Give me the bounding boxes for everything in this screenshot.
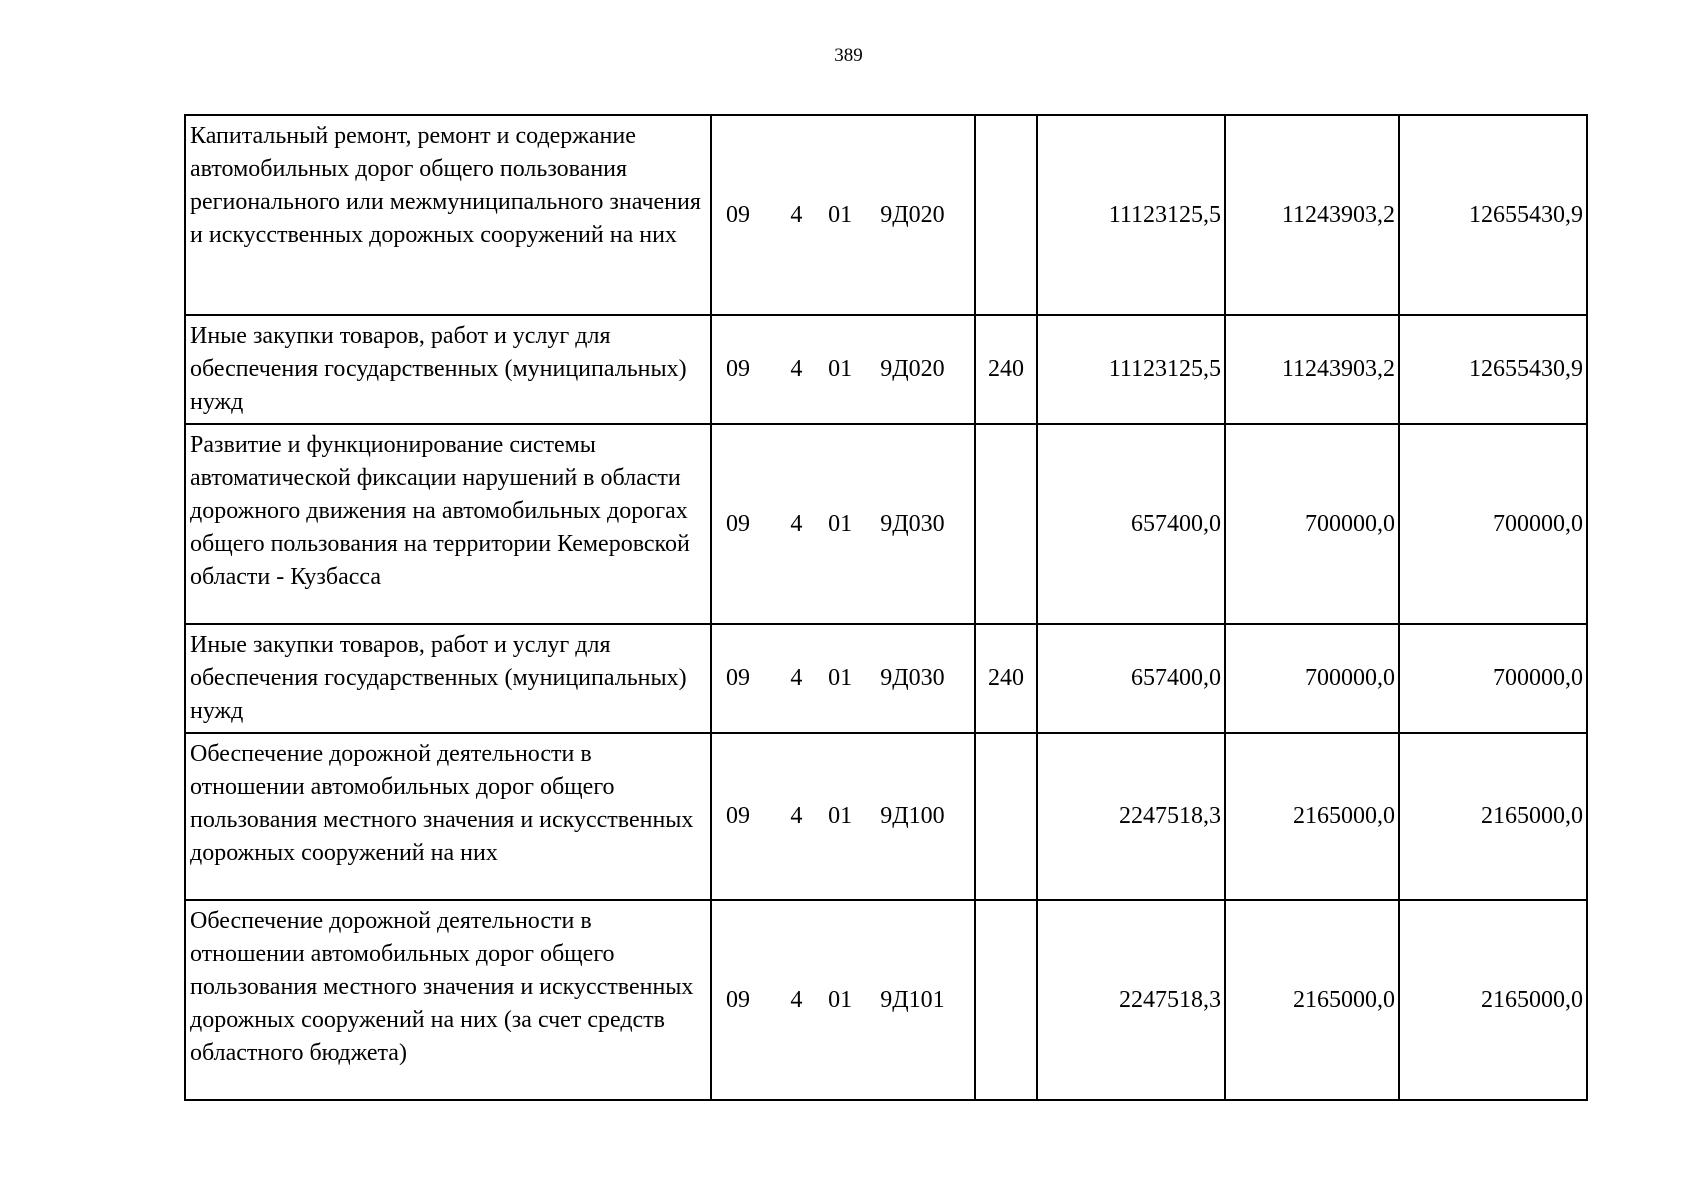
row-codes xyxy=(711,900,975,1100)
amount-year-1: 657400,0 xyxy=(1037,424,1225,624)
code-subsection: 4 xyxy=(790,510,803,537)
row-description: Иные закупки товаров, работ и услуг для обеспечения государственных (муниципальных) нужд xyxy=(185,624,711,733)
row-codes xyxy=(711,315,975,424)
expense-type xyxy=(975,115,1037,315)
row-codes xyxy=(711,424,975,624)
code-article: 01 xyxy=(828,803,853,829)
row-description: Обеспечение дорожной деятельности в отношении автомобильных дорог общего пользования местного значения и искусственных дорожных сооружений на них xyxy=(185,733,711,900)
code-subsection: 4 xyxy=(790,986,803,1013)
code-section: 09 xyxy=(726,803,750,829)
code-section: 09 xyxy=(726,510,750,537)
budget-table xyxy=(184,114,1588,1101)
code-target: 9Д030 xyxy=(880,665,945,691)
amount-year-2: 11243903,2 xyxy=(1225,115,1399,315)
amount-year-1: 657400,0 xyxy=(1037,624,1225,733)
code-article: 01 xyxy=(828,201,853,228)
table-row xyxy=(185,733,1587,900)
table-row xyxy=(185,424,1587,624)
page-number: 389 xyxy=(834,45,863,66)
table-row xyxy=(185,315,1587,424)
amount-year-3: 12655430,9 xyxy=(1399,115,1587,315)
code-subsection: 4 xyxy=(790,356,803,382)
expense-type xyxy=(975,900,1037,1100)
code-subsection: 4 xyxy=(790,803,803,829)
amount-year-1: 2247518,3 xyxy=(1037,733,1225,900)
code-subsection: 4 xyxy=(790,201,803,228)
code-target: 9Д020 xyxy=(880,201,945,228)
code-target: 9Д020 xyxy=(880,356,945,382)
code-subsection: 4 xyxy=(790,665,803,691)
row-codes xyxy=(711,115,975,315)
amount-year-2: 700000,0 xyxy=(1225,424,1399,624)
table-row xyxy=(185,115,1587,315)
code-article: 01 xyxy=(828,665,853,691)
amount-year-3: 700000,0 xyxy=(1399,624,1587,733)
amount-year-2: 11243903,2 xyxy=(1225,315,1399,424)
row-description: Обеспечение дорожной деятельности в отношении автомобильных дорог общего пользования местного значения и искусственных дорожных сооружений на них (за счет средств областного бюджета) xyxy=(185,900,711,1100)
row-description: Развитие и функционирование системы автоматической фиксации нарушений в области дорожного движения на автомобильных дорогах общего пользования на территории Кемеровской области - Кузбасса xyxy=(185,424,711,624)
code-target: 9Д101 xyxy=(880,986,945,1013)
amount-year-2: 700000,0 xyxy=(1225,624,1399,733)
amount-year-3: 2165000,0 xyxy=(1399,733,1587,900)
amount-year-1: 11123125,5 xyxy=(1037,115,1225,315)
row-description: Иные закупки товаров, работ и услуг для обеспечения государственных (муниципальных) нужд xyxy=(185,315,711,424)
table-body xyxy=(185,115,1587,1100)
code-section: 09 xyxy=(726,665,750,691)
row-description: Капитальный ремонт, ремонт и содержание автомобильных дорог общего пользования регионального или межмуниципального значения и искусственных дорожных сооружений на них xyxy=(185,115,711,315)
code-article: 01 xyxy=(828,986,853,1013)
expense-type: 240 xyxy=(975,315,1037,424)
code-article: 01 xyxy=(828,510,853,537)
row-codes xyxy=(711,733,975,900)
code-target: 9Д100 xyxy=(880,803,945,829)
amount-year-2: 2165000,0 xyxy=(1225,733,1399,900)
table-row xyxy=(185,900,1587,1100)
code-section: 09 xyxy=(726,201,750,228)
amount-year-1: 2247518,3 xyxy=(1037,900,1225,1100)
expense-type: 240 xyxy=(975,624,1037,733)
expense-type xyxy=(975,733,1037,900)
code-section: 09 xyxy=(726,356,750,382)
amount-year-3: 12655430,9 xyxy=(1399,315,1587,424)
amount-year-3: 700000,0 xyxy=(1399,424,1587,624)
table-row xyxy=(185,624,1587,733)
amount-year-1: 11123125,5 xyxy=(1037,315,1225,424)
expense-type xyxy=(975,424,1037,624)
code-article: 01 xyxy=(828,356,853,382)
code-section: 09 xyxy=(726,986,750,1013)
amount-year-3: 2165000,0 xyxy=(1399,900,1587,1100)
amount-year-2: 2165000,0 xyxy=(1225,900,1399,1100)
row-codes xyxy=(711,624,975,733)
code-target: 9Д030 xyxy=(880,510,945,537)
